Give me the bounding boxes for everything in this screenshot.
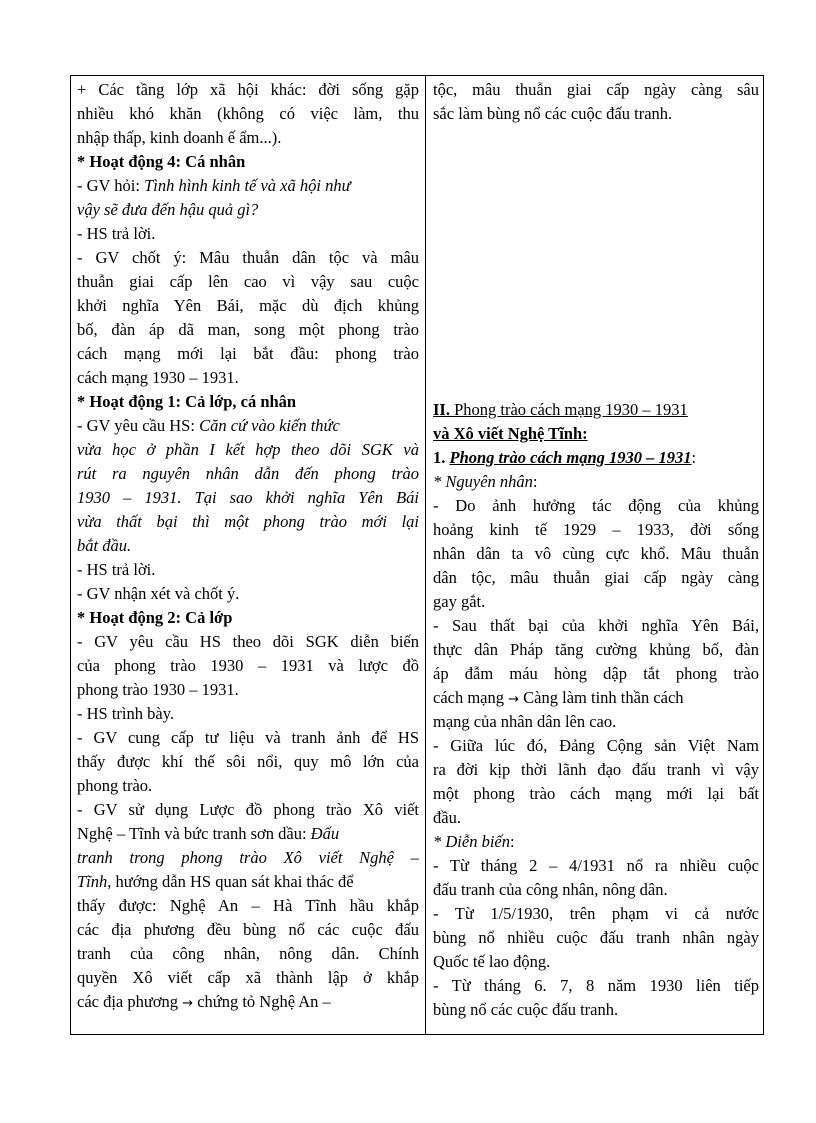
content-column	[433, 398, 759, 1022]
text-line: phong trào.	[77, 776, 153, 795]
text-line: dân tộc, mâu thuẫn giai cấp ngày càng	[433, 568, 759, 587]
request-text: vừa học ở phần I kết hợp theo dõi SGK và	[77, 440, 419, 459]
text-line: đấu tranh của công nhân, nông dân.	[433, 880, 668, 899]
text-line: - HS trả lời.	[77, 560, 156, 579]
text-line: - HS trình bày.	[77, 704, 175, 723]
text-line: - Do ảnh hưởng tác động của khủng	[433, 496, 759, 515]
cause-label: * Nguyên nhân	[433, 472, 533, 491]
text-line: nhập thấp, kinh doanh ế ẩm...).	[77, 128, 282, 147]
text-line: của phong trào 1930 – 1931 và lược đồ	[77, 656, 419, 675]
text-line: cách mạng mới lại bắt đầu: phong trào	[77, 344, 419, 363]
text-line: nhiều khó khăn (không có việc làm, thu	[77, 104, 419, 123]
right-arrow-icon: →	[508, 692, 520, 707]
section-number: II.	[433, 400, 450, 419]
subsection-colon: :	[691, 448, 697, 467]
text-line: - GV nhận xét và chốt ý.	[77, 584, 240, 603]
section-heading	[433, 398, 759, 422]
text-line: + Các tầng lớp xã hội khác: đời sống gặp	[77, 80, 419, 99]
activity-heading: * Hoạt động 2: Cả lớp	[77, 608, 233, 627]
request-line	[77, 414, 419, 438]
request-text: bắt đầu.	[77, 536, 132, 555]
text-line: - GV yêu cầu HS theo dõi SGK diễn biến	[77, 632, 419, 651]
painting-title: Tĩnh	[77, 872, 108, 891]
text-part: , hướng dẫn HS quan sát khai thác để	[107, 872, 354, 891]
painting-title: tranh trong phong trào Xô viết Nghệ –	[77, 848, 419, 867]
text-line	[77, 870, 419, 894]
section-title: và Xô viết Nghệ Tĩnh:	[433, 424, 588, 443]
text-line: - Từ tháng 6. 7, 8 năm 1930 liên tiếp	[433, 976, 759, 995]
label-colon: :	[532, 472, 538, 491]
text-line: - HS trả lời.	[77, 224, 156, 243]
text-line: tranh của công nhân, nông dân. Chính	[77, 944, 419, 963]
text-part: cách mạng	[433, 688, 509, 707]
lesson-table	[70, 75, 764, 1035]
question-text: vậy sẽ đưa đến hậu quả gì?	[77, 200, 259, 219]
section-title: Phong trào cách mạng 1930 – 1931	[449, 400, 688, 419]
subsection-heading	[433, 446, 759, 470]
text-line: mạng của nhân dân lên cao.	[433, 712, 617, 731]
text-line: bố, đàn áp dã man, song một phong trào	[77, 320, 419, 339]
question-line	[77, 174, 419, 198]
label-line	[433, 470, 759, 494]
text-line: nhân dân ta vô cùng cực khổ. Mâu thuẫn	[433, 544, 759, 563]
text-line: cách mạng 1930 – 1931.	[77, 368, 239, 387]
content-column-top	[433, 78, 759, 126]
text-line	[433, 686, 759, 710]
right-arrow-icon: →	[182, 996, 194, 1011]
text-line: gay gắt.	[433, 592, 486, 611]
text-line: khởi nghĩa Yên Bái, mặc dù địch khủng	[77, 296, 419, 315]
request-text: Căn cứ vào kiến thức	[199, 416, 340, 435]
text-line: sắc làm bùng nổ các cuộc đấu tranh.	[433, 104, 673, 123]
text-line: hoảng kinh tế 1929 – 1933, đời sống	[433, 520, 759, 539]
request-prefix: - GV yêu cầu HS:	[77, 416, 200, 435]
text-line: - GV chốt ý: Mâu thuẫn dân tộc và mâu	[77, 248, 419, 267]
subsection-number: 1.	[433, 448, 450, 467]
question-prefix: - GV hỏi:	[77, 176, 145, 195]
label-line	[433, 830, 759, 854]
text-part: Càng làm tinh thần cách	[519, 688, 684, 707]
activity-heading: * Hoạt động 1: Cả lớp, cá nhân	[77, 392, 297, 411]
text-line: các địa phương đều bùng nổ các cuộc đấu	[77, 920, 419, 939]
text-line: - GV cung cấp tư liệu và tranh ảnh để HS	[77, 728, 419, 747]
text-line: - Giữa lúc đó, Đảng Cộng sản Việt Nam	[433, 736, 759, 755]
text-line: thuẫn giai cấp lên cao vì vậy sau cuộc	[77, 272, 419, 291]
text-line: bùng nổ các cuộc đấu tranh.	[433, 1000, 619, 1019]
request-text: rút ra nguyên nhân dẫn đến phong trào	[77, 464, 419, 483]
events-label: * Diễn biến	[433, 832, 510, 851]
text-line: ra đời kịp thời lãnh đạo đấu tranh vì vậy	[433, 760, 759, 779]
text-line: Quốc tế lao động.	[433, 952, 551, 971]
text-line: quyền Xô viết cấp xã thành lập ở khắp	[77, 968, 419, 987]
text-line: tộc, mâu thuẫn giai cấp ngày càng sâu	[433, 80, 759, 99]
text-part: Nghệ – Tĩnh và bức tranh sơn dầu:	[77, 824, 311, 843]
text-line	[77, 822, 419, 846]
label-colon: :	[509, 832, 515, 851]
text-part: chứng tỏ Nghệ An –	[193, 992, 331, 1011]
activities-column	[77, 78, 419, 1014]
text-line: - Từ 1/5/1930, trên phạm vi cả nước	[433, 904, 759, 923]
text-line: - GV sử dụng Lược đồ phong trào Xô viết	[77, 800, 419, 819]
painting-title: Đấu	[310, 824, 340, 843]
text-line: đầu.	[433, 808, 461, 827]
text-line: - Sau thất bại của khởi nghĩa Yên Bái,	[433, 616, 759, 635]
text-line: thấy được: Nghệ An – Hà Tĩnh hầu khắp	[77, 896, 419, 915]
request-text: 1930 – 1931. Tại sao khởi nghĩa Yên Bái	[77, 488, 419, 507]
text-part: các địa phương	[77, 992, 183, 1011]
text-line: phong trào 1930 – 1931.	[77, 680, 239, 699]
text-line: bùng nổ nhiều cuộc đấu tranh nhân ngày	[433, 928, 759, 947]
activity-heading: * Hoạt động 4: Cá nhân	[77, 152, 246, 171]
text-line	[77, 990, 419, 1014]
request-text: vừa thất bại thì một phong trào mới lại	[77, 512, 419, 531]
text-line: áp đẫm máu hòng dập tắt phong trào	[433, 664, 759, 683]
question-text: Tình hình kinh tế và xã hội như	[144, 176, 351, 195]
column-divider	[425, 76, 426, 1034]
text-line: thấy được khí thế sôi nổi, quy mô lớn của	[77, 752, 419, 771]
text-line: thực dân Pháp tăng cường khủng bố, đàn	[433, 640, 759, 659]
text-line: - Từ tháng 2 – 4/1931 nổ ra nhiều cuộc	[433, 856, 759, 875]
subsection-title: Phong trào cách mạng 1930 – 1931	[449, 448, 692, 467]
text-line: một phong trào cách mạng mới lại bất	[433, 784, 759, 803]
